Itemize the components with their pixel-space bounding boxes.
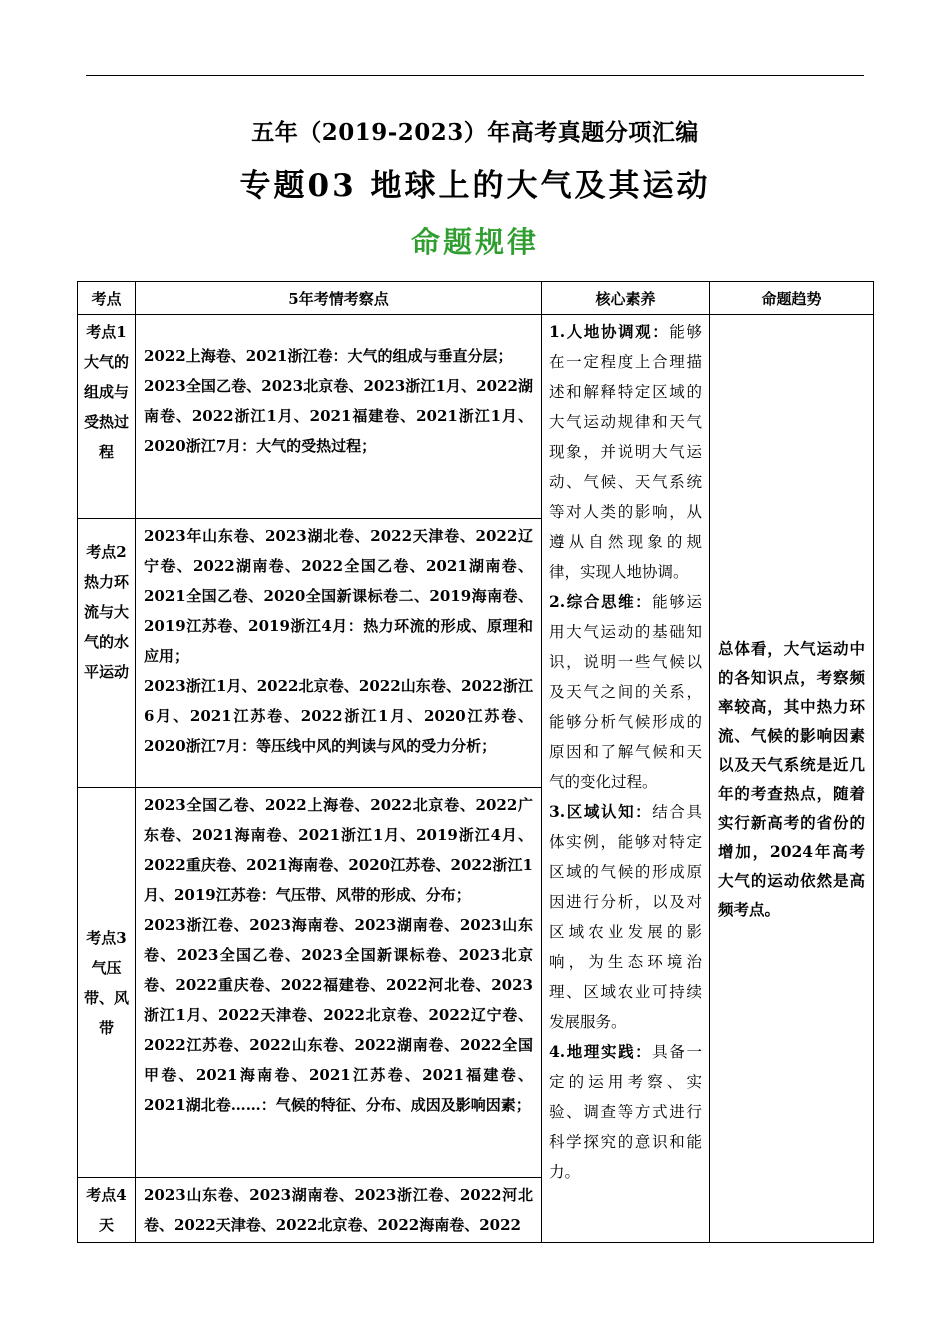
case-text: 2023浙江1月、2022北京卷、2022山东卷、2022浙江6月、2021江苏卷、2022浙江1月、2020江苏卷、2020浙江7月：等压线中风的判读与风的受力分析； [144, 677, 533, 755]
core-item [549, 587, 702, 797]
trend-cell: 总体看，大气运动中的各知识点，考察频率较高，其中热力环流、气候的影响因素以及天气系统是近几年的考查热点，随着实行新高考的省份的增加，2024年高考大气的运动依然是高频考点。 [710, 315, 874, 1243]
exam-analysis-table [77, 281, 874, 1243]
column-header-trend: 命题趋势 [710, 282, 874, 315]
core-item [549, 797, 702, 1037]
case-text: 2023全国乙卷、2023北京卷、2023浙江1月、2022湖南卷、2022浙江1月、2021福建卷、2021浙江1月、2020浙江7月：大气的受热过程； [144, 377, 533, 455]
kaodian-cell: 考点4天 [78, 1178, 136, 1243]
core-item-text: 能够在一定程度上合理描述和解释特定区域的大气运动规律和天气现象，并说明大气运动、气候、天气系统等对人类的影响，从遵从自然现象的规律，实现人地协调。 [549, 323, 702, 581]
case-text: 2023全国乙卷、2022上海卷、2022北京卷、2022广东卷、2021海南卷、2021浙江1月、2019浙江4月、2022重庆卷、2021海南卷、2020江苏卷、2022浙江1月、2019江苏卷：气压带、风带的形成、分布； [144, 796, 533, 904]
core-item-label: 1.人地协调观： [549, 322, 670, 341]
core-item-text: 具备一定的运用考察、实验、调查等方式进行科学探究的意识和能力。 [549, 1043, 702, 1181]
cases-cell [136, 788, 542, 1178]
column-header-cases: 5年考情考察点 [136, 282, 542, 315]
header-rule [86, 75, 864, 76]
core-item [549, 317, 702, 587]
cases-cell [136, 1178, 542, 1243]
cases-cell [136, 519, 542, 788]
column-header-core: 核心素养 [542, 282, 710, 315]
core-item [549, 1037, 702, 1187]
kaodian-cell: 考点2热力环流与大气的水平运动 [78, 519, 136, 788]
document-subtitle: 五年（2019-2023）年高考真题分项汇编 [251, 119, 699, 146]
case-text: 2022上海卷、2021浙江卷：大气的组成与垂直分层； [144, 347, 513, 365]
core-item-text: 结合具体实例，能够对特定区域的气候的形成原因进行分析，以及对区域农业发展的影响，为生态环境治理、区域农业可持续发展服务。 [549, 803, 702, 1031]
table-row [78, 315, 874, 519]
kaodian-cell: 考点3气压带、风带 [78, 788, 136, 1178]
core-item-text: 能够运用大气运动的基础知识，说明一些气候以及天气之间的关系，能够分析气候形成的原因和了解气候和天气的变化过程。 [549, 593, 702, 791]
cases-cell [136, 315, 542, 519]
case-text: 2023山东卷、2023湖南卷、2023浙江卷、2022河北卷、2022天津卷、2022北京卷、2022海南卷、2022 [144, 1186, 533, 1234]
table-header-row [78, 282, 874, 315]
case-text: 2023年山东卷、2023湖北卷、2022天津卷、2022辽宁卷、2022湖南卷、2022全国乙卷、2021湖南卷、2021全国乙卷、2020全国新课标卷二、2019海南卷、2019江苏卷、2019浙江4月：热力环流的形成、原理和应用； [144, 527, 533, 665]
kaodian-cell: 考点1大气的组成与受热过程 [78, 315, 136, 519]
section-title: 命题规律 [410, 225, 539, 259]
core-item-label: 2.综合思维： [549, 592, 653, 611]
core-item-label: 4.地理实践： [549, 1042, 653, 1061]
document-title: 专题03 地球上的大气及其运动 [239, 168, 711, 204]
core-literacy-cell [542, 315, 710, 1243]
column-header-kaodian: 考点 [78, 282, 136, 315]
case-text: 2023浙江卷、2023海南卷、2023湖南卷、2023山东卷、2023全国乙卷、2023全国新课标卷、2023北京卷、2022重庆卷、2022福建卷、2022河北卷、2023浙江1月、2022天津卷、2022北京卷、2022辽宁卷、2022江苏卷、2022山东卷、2022湖南卷、2022全国甲卷、2021海南卷、2021江苏卷、2021福建卷、2021湖北卷……：气候的特征、分布、成因及影响因素； [144, 916, 533, 1114]
core-item-label: 3.区域认知： [549, 802, 653, 821]
